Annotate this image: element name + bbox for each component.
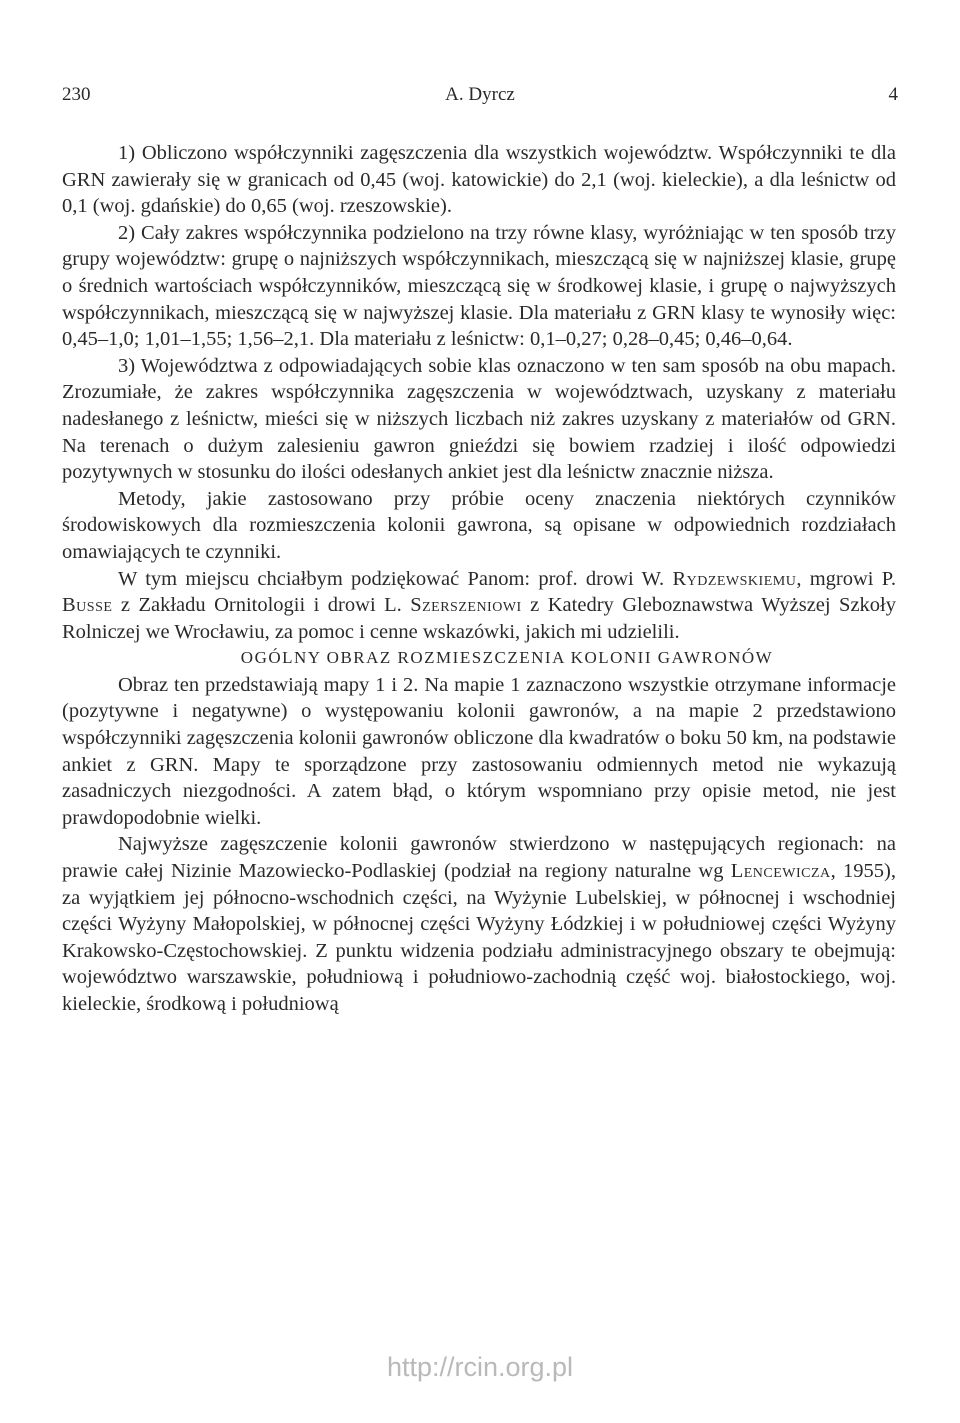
source-watermark: http://rcin.org.pl — [386, 1352, 574, 1382]
running-header — [62, 84, 898, 114]
p7-text-a: Najwyższe zagęszczenie kolonii gawronów stwierdzono w następujących regionach: na prawie całej Nizinie Mazowiecko-Podlaskiej (podział na regiony naturalne wg — [62, 833, 896, 883]
running-head-author: A. Dyrcz — [445, 84, 515, 105]
paragraph-1: 1) Obliczono współczynniki zagęszczenia dla wszystkich województw. Współczynniki te dla GRN zawierały się w granicach od 0,45 (woj. katowickie) do 2,1 (woj. kieleckie), a dla leśnictw od 0,1 (woj. gdańskie) do 0,65 (woj. rzeszowskie). — [62, 142, 896, 218]
page-number: 230 — [62, 84, 91, 105]
p5-text-a: W tym miejscu chciałbym podziękować Panom: prof. drowi W. — [118, 567, 673, 590]
p5-text-c: z Zakładu Ornitologii i drowi L. — [112, 594, 411, 617]
paragraph-6: Obraz ten przedstawiają mapy 1 i 2. Na mapie 1 zaznaczono wszystkie otrzymane informacje (pozytywne i negatywne) o występowaniu kolonii gawronów, a na mapie 2 przedstawiono współczynniki zagęszczenia kolonii gawronów obliczone dla kwadratów o boku 50 km, na podstawie ankiet z GRN. Mapy te sporządzone przy zastosowaniu odmiennych metod nie wykazują zasadniczych niezgodności. A zatem błąd, o którym wspomniano przy opisie metod, nie jest prawdopodobnie wielki. — [62, 673, 897, 829]
p5-text-d: z Katedry Gleboznawstwa Wyższej Szkoły Rolniczej we Wrocławiu, za pomoc i cenne wskazówki, jakich mi udzielili. — [62, 594, 897, 643]
person-name-1: Rydzewskiemu — [672, 567, 797, 590]
paragraph-4: Metody, jakie zastosowano przy próbie oceny znaczenia niektórych czynników środowiskowych dla rozmieszczenia kolonii gawrona, są opisane w odpowiednich rozdziałach omawiających te czynniki. — [62, 487, 896, 563]
p5-text-b: , mgrowi P. — [796, 567, 896, 590]
body-text — [62, 140, 896, 1018]
person-name-3: Szerszeniowi — [410, 594, 522, 617]
section-heading: OGÓLNY OBRAZ ROZMIESZCZENIA KOLONII GAWRONÓW — [240, 648, 774, 668]
cited-author: Lencewicza — [730, 860, 831, 883]
person-name-2: Busse — [62, 594, 113, 617]
paragraph-3: 3) Województwa z odpowiadających sobie klas oznaczono w ten sam sposób na obu mapach. Zrozumiałe, że zakres współczynnika zagęszczenia w województwach, uzyskany z materiału nadesłanego z leśnictw, mieści się w niższych liczbach niż zakres uzyskany z materiałów od GRN. Na terenach o dużym zalesieniu gawron gnieździ się bowiem rzadziej i ilość odpowiedzi pozytywnych w stosunku do ilości odesłanych ankiet jest dla leśnictw znacznie niższa. — [62, 354, 896, 484]
paragraph-5 — [62, 566, 896, 646]
p7-text-b: , 1955), za wyjątkiem jej północno-wschodnich części, na Wyżynie Lubelskiej, w północnej i wschodniej części Wyżyny Małopolskiej, w północnej części Wyżyny Łódzkiej i w południowej części Wyżyny Krakowsko-Częstochowskiej. Z punktu widzenia podziału administracyjnego obszary te obejmują: województwo warszawskie, południową i południowo-zachodnią część woj. białostockiego, woj. kieleckie, środkową i południową — [62, 860, 896, 1015]
header-note-marker: 4 — [888, 84, 898, 105]
paragraph-7 — [62, 831, 896, 1017]
paragraph-2: 2) Cały zakres współczynnika podzielono na trzy równe klasy, wyróżniając w ten sposób trzy grupy województw: grupę o najniższych współczynnikach, mieszczącą się w najniższej klasie, grupę o średnich wartościach współczynników, mieszczącą się w środkowej klasie, i grupę o najwyższych współczynnikach, mieszczącą się w najwyższej klasie. Dla materiału z GRN klasy te wynosiły więc: 0,45–1,0; 1,01–1,55; 1,56–2,1. Dla materiału z leśnictw: 0,1–0,27; 0,28–0,45; 0,46–0,64. — [62, 221, 896, 351]
